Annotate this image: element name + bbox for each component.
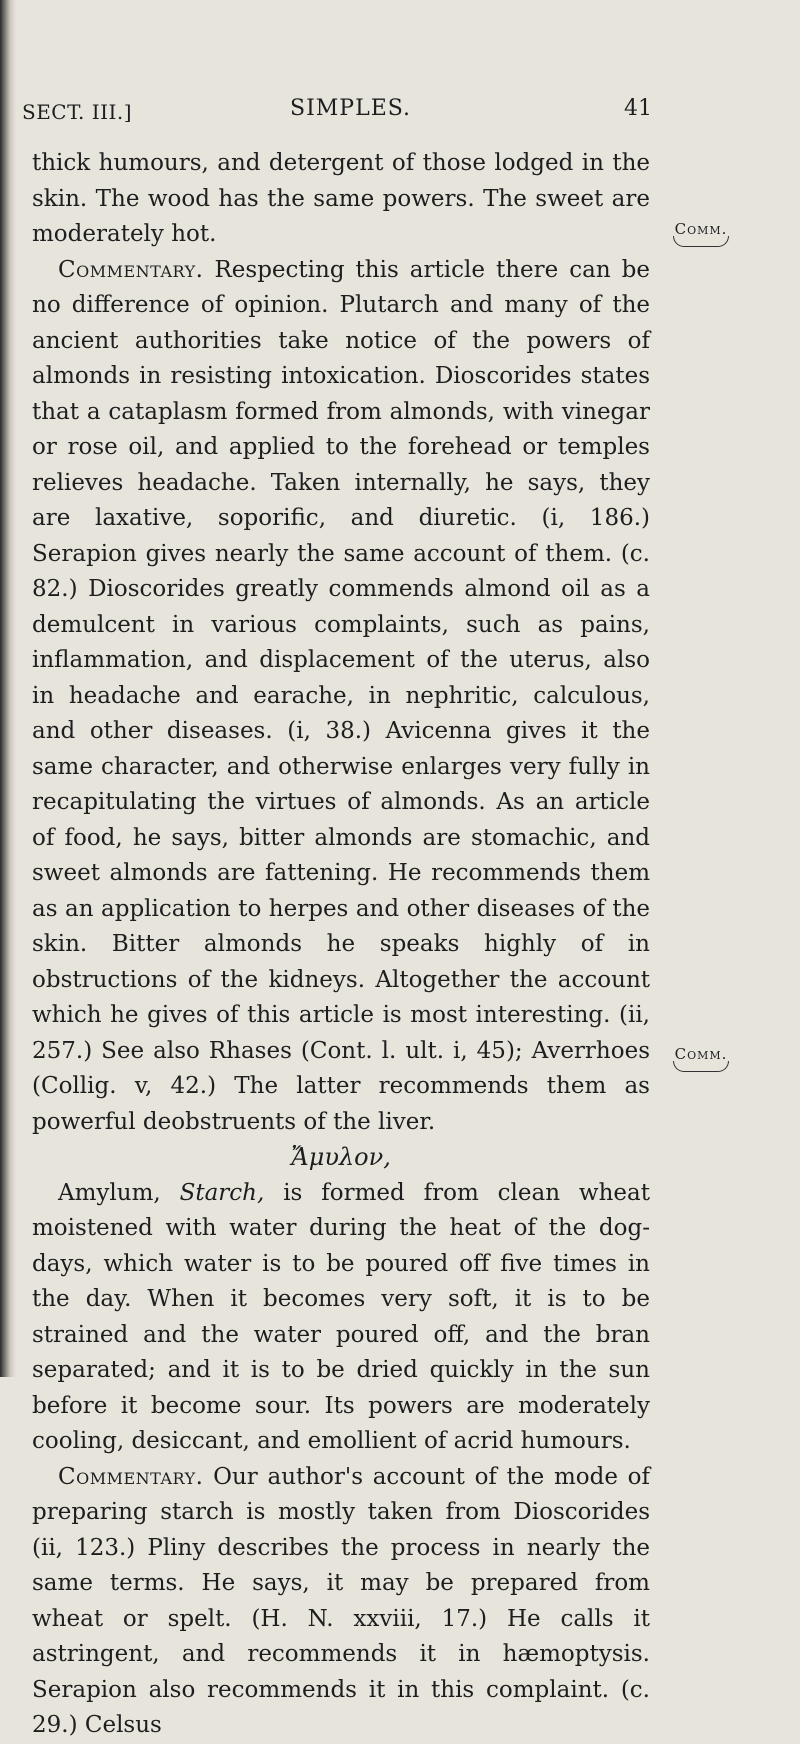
paragraph-amylum (32, 1176, 650, 1460)
commentary-label: Commentary. (58, 256, 204, 283)
paragraph-commentary-almonds (32, 253, 650, 1141)
amylum-term: Amylum, (58, 1179, 180, 1206)
margin-note-commentary-2: Comm. (662, 1045, 740, 1072)
amylum-translation: Starch, (179, 1179, 265, 1206)
running-title: SIMPLES. (290, 96, 412, 121)
amylum-text: is formed from clean wheat moistened with water during the heat of the dog-days, which water is to be poured off five times in the day. When it becomes very soft, it is to be strained and the water poured off, and the bran separated; and it is to be dried quickly in the sun before it become sour. Its powers are moderately cooling, desiccant, and emollient of acrid humours. (32, 1179, 650, 1454)
paragraph-commentary-starch (32, 1460, 650, 1744)
body-text (32, 146, 650, 1744)
page-header (22, 96, 652, 136)
greek-heading: Ἄμυλον, (291, 1143, 391, 1171)
section-label: SECT. III.] (22, 100, 133, 124)
paragraph-continuation: thick humours, and detergent of those lodged in the skin. The wood has the same powers. The sweet are moderately hot. (32, 150, 650, 247)
margin-note-commentary-1: Comm. (662, 220, 740, 247)
commentary-text: Our author's account of the mode of preparing starch is mostly taken from Dioscorides (ii, 123.) Pliny describes the process in nearly the same terms. He says, it may be prepared from wheat or spelt. (H. N. xxviii, 17.) He calls it astringent, and recommends it in hæmoptysis. Serapion also recommends it in this complaint. (c. 29.) Celsus (32, 1463, 650, 1738)
commentary-label: Commentary. (58, 1463, 204, 1490)
page-number: 41 (624, 96, 652, 121)
commentary-text: Respecting this article there can be no difference of opinion. Plutarch and many of the ancient authorities take notice of the powers of almonds in resisting intoxication. Dioscorides states that a cataplasm formed from almonds, with vinegar or rose oil, and applied to the forehead or temples relieves headache. Taken internally, he says, they are laxative, soporific, and diuretic. (i, 186.) Serapion gives nearly the same account of them. (c. 82.) Dioscorides greatly commends almond oil as a demulcent in various complaints, such as pains, inflammation, and displacement of the uterus, also in headache and earache, in nephritic, calculous, and other diseases. (i, 38.) Avicenna gives it the same character, and otherwise enlarges very fully in recapitulating the virtues of almonds. As an article of food, he says, bitter almonds are stomachic, and sweet almonds are fattening. He recommends them as an application to herpes and other diseases of the skin. Bitter almonds he speaks highly of in obstructions of the kidneys. Altogether the account which he gives of this article is most interesting. (ii, 257.) See also Rhases (Cont. l. ult. i, 45); Averrhoes (Collig. v, 42.) The latter recommends them as powerful deobstruents of the liver. (32, 256, 650, 1135)
